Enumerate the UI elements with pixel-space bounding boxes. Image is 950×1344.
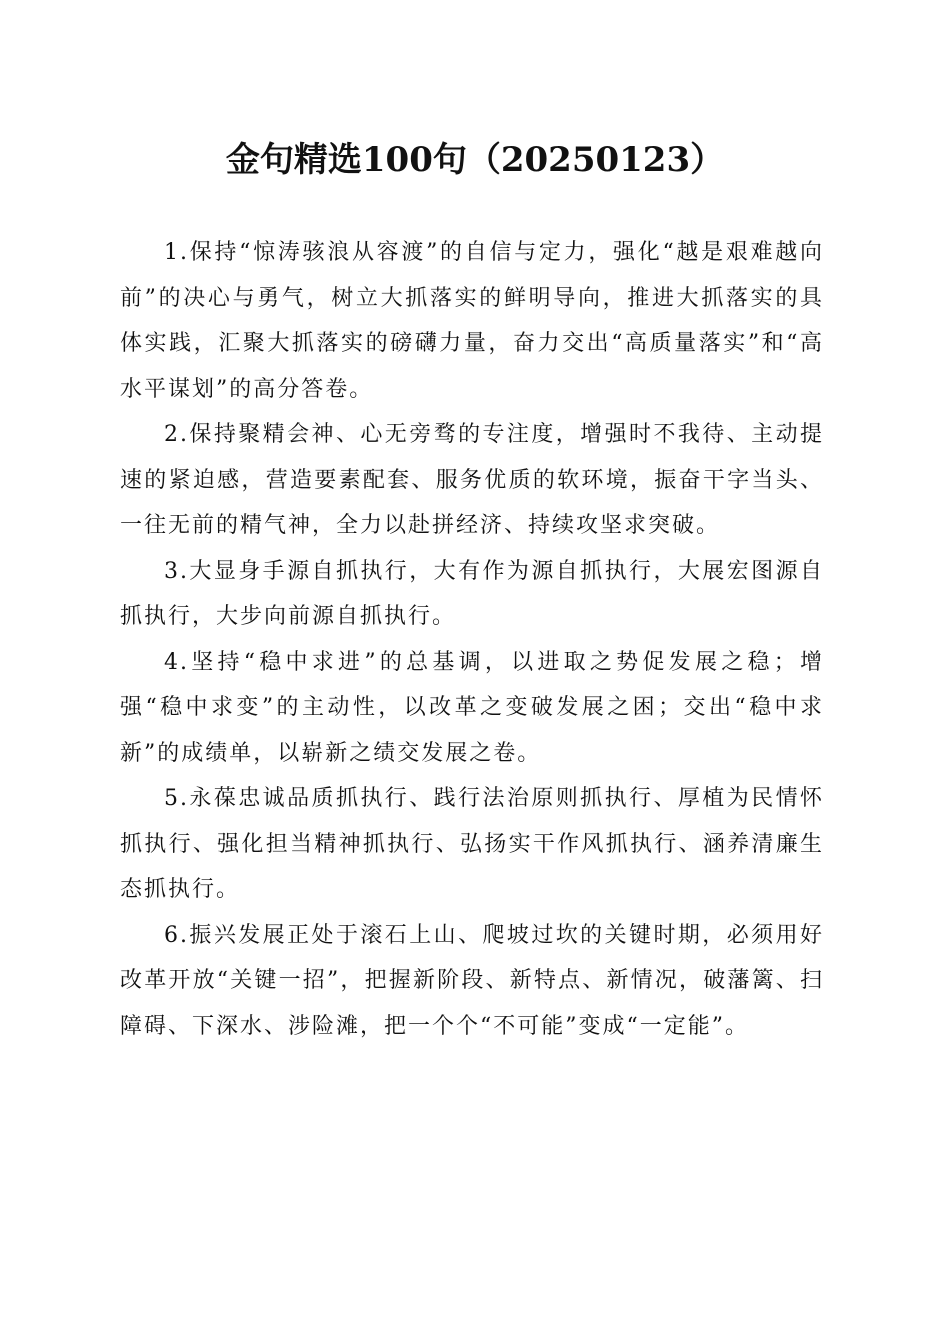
paragraph-2: 2.保持聚精会神、心无旁骛的专注度，增强时不我待、主动提速的紧迫感，营造要素配套、服务优质的软环境，振奋干字当头、一往无前的精气神，全力以赴拼经济、持续攻坚求突破。 <box>120 422 824 538</box>
paragraph-4: 4.坚持“稳中求进”的总基调，以进取之势促发展之稳；增强“稳中求变”的主动性，以改革之变破发展之困；交出“稳中求新”的成绩单，以崭新之绩交发展之卷。 <box>120 649 824 766</box>
paragraph-5: 5.永葆忠诚品质抓执行、践行法治原则抓执行、厚植为民情怀抓执行、强化担当精神抓执行、弘扬实干作风抓执行、涵养清廉生态抓执行。 <box>120 786 824 902</box>
paragraph-1: 1.保持“惊涛骇浪从容渡”的自信与定力，强化“越是艰难越向前”的决心与勇气，树立大抓落实的鲜明导向，推进大抓落实的具体实践，汇聚大抓落实的磅礴力量，奋力交出“高质量落实”和“高水平谋划”的高分答卷。 <box>120 240 824 402</box>
document-title: 金句精选100句（20250123） <box>225 140 725 180</box>
paragraph-3: 3.大显身手源自抓执行，大有作为源自抓执行，大展宏图源自抓执行，大步向前源自抓执行。 <box>120 558 824 629</box>
paragraph-6: 6.振兴发展正处于滚石上山、爬坡过坎的关键时期，必须用好改革开放“关键一招”，把握新阶段、新特点、新情况，破藩篱、扫障碍、下深水、涉险滩，把一个个“不可能”变成“一定能”。 <box>120 922 824 1039</box>
document-body <box>120 230 824 1049</box>
